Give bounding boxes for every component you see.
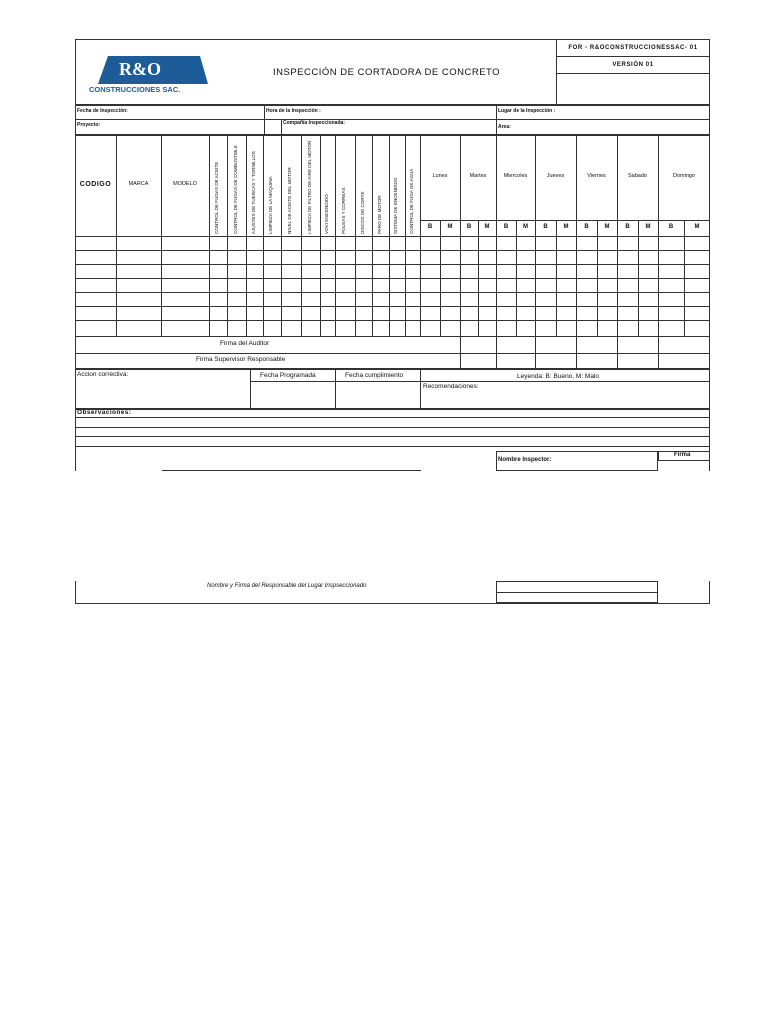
fecha-inspeccion-label: Fecha de Inspección: xyxy=(77,108,128,114)
hora-inspeccion-label: Hora de la Inspección : xyxy=(266,108,321,114)
bueno-header: B xyxy=(543,224,548,230)
day-header-sabado: Sabado xyxy=(628,173,647,179)
table-row xyxy=(75,306,710,307)
auditor-signature-label: Firma del Auditor xyxy=(220,340,270,347)
logo-brand: R&O xyxy=(119,59,161,79)
day-header-viernes: Viernes xyxy=(587,173,606,179)
resp-bottom-line xyxy=(75,603,710,604)
resp-right-edge xyxy=(709,581,710,603)
check-header-11: CONTROL DE FUGA DE AGUA xyxy=(409,168,414,234)
info-col-1 xyxy=(264,105,265,135)
firma-label: Firma xyxy=(674,452,691,458)
fecha-cumplimiento-label: Fecha cumplimiento xyxy=(345,372,404,379)
table-row xyxy=(75,264,710,265)
fecha-programada-label: Fecha Programada xyxy=(260,372,316,379)
bm-header-line xyxy=(420,220,710,221)
obs-line-1 xyxy=(75,417,710,418)
day-col-line-5 xyxy=(658,135,659,369)
bueno-header: B xyxy=(466,224,472,230)
bueno-header: B xyxy=(427,224,433,230)
day-header-martes: Martes xyxy=(469,173,487,179)
observaciones-section xyxy=(75,409,710,447)
malo-header: M xyxy=(604,224,610,230)
malo-header: M xyxy=(523,224,528,230)
table-header-bottom xyxy=(75,236,710,237)
logo-company: CONSTRUCCIONES SAC. xyxy=(89,85,181,94)
signature-row-divider xyxy=(75,353,710,354)
check-header-0: CONTROL DE FUGAS DE ACEITE xyxy=(214,161,219,234)
day-col-line-4 xyxy=(617,135,618,369)
check-header-3: LIMPIEZA DE LA MAQUINA xyxy=(268,176,273,234)
header-right-divider-2 xyxy=(556,73,710,74)
footer-left-edge xyxy=(75,447,76,471)
day-col-line-2 xyxy=(535,135,536,369)
info-section xyxy=(75,105,710,135)
resp-box-divider xyxy=(496,592,658,593)
check-header-1: CONTROL DE FUGAS DE COMBUSTIBLE xyxy=(233,145,238,234)
day-header-domingo: Domingo xyxy=(672,173,695,179)
info-row-divider xyxy=(75,119,710,120)
check-header-7: POLEAS Y CORREAS xyxy=(341,187,346,234)
nombre-inspector-label: Nombre Inspector: xyxy=(498,457,552,463)
lugar-inspeccion-label: Lugar de la Inspección : xyxy=(498,108,556,114)
area-label: Area: xyxy=(498,124,511,130)
check-header-8: DISCOS DE CORTE xyxy=(360,191,365,234)
check-header-6: VOVI ENCENDIDO xyxy=(324,194,329,234)
day-header-miercoles: Miercoles xyxy=(503,173,528,179)
table-row xyxy=(75,292,710,293)
check-header-9: PARO DE MOTOR xyxy=(377,195,382,234)
responsable-label: Nombre y Firma del Responsable del Lugar Inspseccionado xyxy=(207,583,367,589)
company-logo xyxy=(88,54,218,98)
info-col-3 xyxy=(496,105,497,135)
malo-header: M xyxy=(447,224,453,230)
check-header-4: NIVEL DE ACEITE DEL MOTOR xyxy=(287,167,292,234)
marca-header: MARCA xyxy=(128,181,149,187)
day-header-lunes: Lunes xyxy=(432,173,448,179)
proyecto-label: Proyecto: xyxy=(77,122,101,128)
malo-header: M xyxy=(563,224,569,230)
actions-col-2 xyxy=(335,369,336,409)
bueno-header: B xyxy=(625,224,630,230)
actions-row-1 xyxy=(250,381,710,382)
table-row xyxy=(75,336,710,337)
actions-col-1 xyxy=(250,369,251,409)
compania-label: Compañía Inspeccionada: xyxy=(283,120,345,126)
resp-left-edge xyxy=(75,581,76,603)
obs-line-3 xyxy=(75,436,710,437)
leyenda-label: Leyenda: B: Bueno, M: Malo xyxy=(517,373,600,380)
bueno-header: B xyxy=(668,224,674,230)
inspector-signature-line xyxy=(162,470,421,471)
malo-header: M xyxy=(484,224,490,230)
actions-col-3 xyxy=(420,369,421,409)
bueno-header: B xyxy=(584,224,589,230)
header-right-divider-1 xyxy=(556,56,710,57)
form-title: INSPECCIÓN DE CORTADORA DE CONCRETO xyxy=(273,67,501,78)
malo-header: M xyxy=(645,224,651,230)
check-header-10: SISTEMA DE ENCENDIDO xyxy=(393,177,398,234)
day-col-line-3 xyxy=(576,135,577,369)
table-row xyxy=(75,278,710,279)
recomendaciones-label: Recomendaciones: xyxy=(423,383,479,390)
malo-header: M xyxy=(694,224,700,230)
day-header-jueves: Jueves xyxy=(546,173,565,179)
table-row xyxy=(75,250,710,251)
codigo-header: CODIGO xyxy=(79,181,112,188)
check-header-2: AJUSTES DE TUERCAS Y TORNILLOS xyxy=(251,151,256,234)
obs-line-2 xyxy=(75,427,710,428)
form-code: FOR - R&OCONSTRUCCIONESSAC- 01 xyxy=(568,45,698,51)
check-header-5: LIMPIEZA DE FILTRO DE AIRE DEL MOTOR xyxy=(307,140,312,234)
accion-correctiva-label: Accion correctiva: xyxy=(77,371,129,378)
day-col-line-0 xyxy=(460,135,461,369)
observaciones-label: Observaciones: xyxy=(77,409,132,416)
bueno-header: B xyxy=(503,224,509,230)
info-col-2 xyxy=(281,119,282,135)
table-row xyxy=(75,320,710,321)
day-col-line-1 xyxy=(496,135,497,369)
supervisor-signature-label: Firma Supervisor Responsable xyxy=(196,356,286,363)
modelo-header: MODELO xyxy=(173,181,197,187)
form-version: VERSIÓN 01 xyxy=(612,62,654,68)
